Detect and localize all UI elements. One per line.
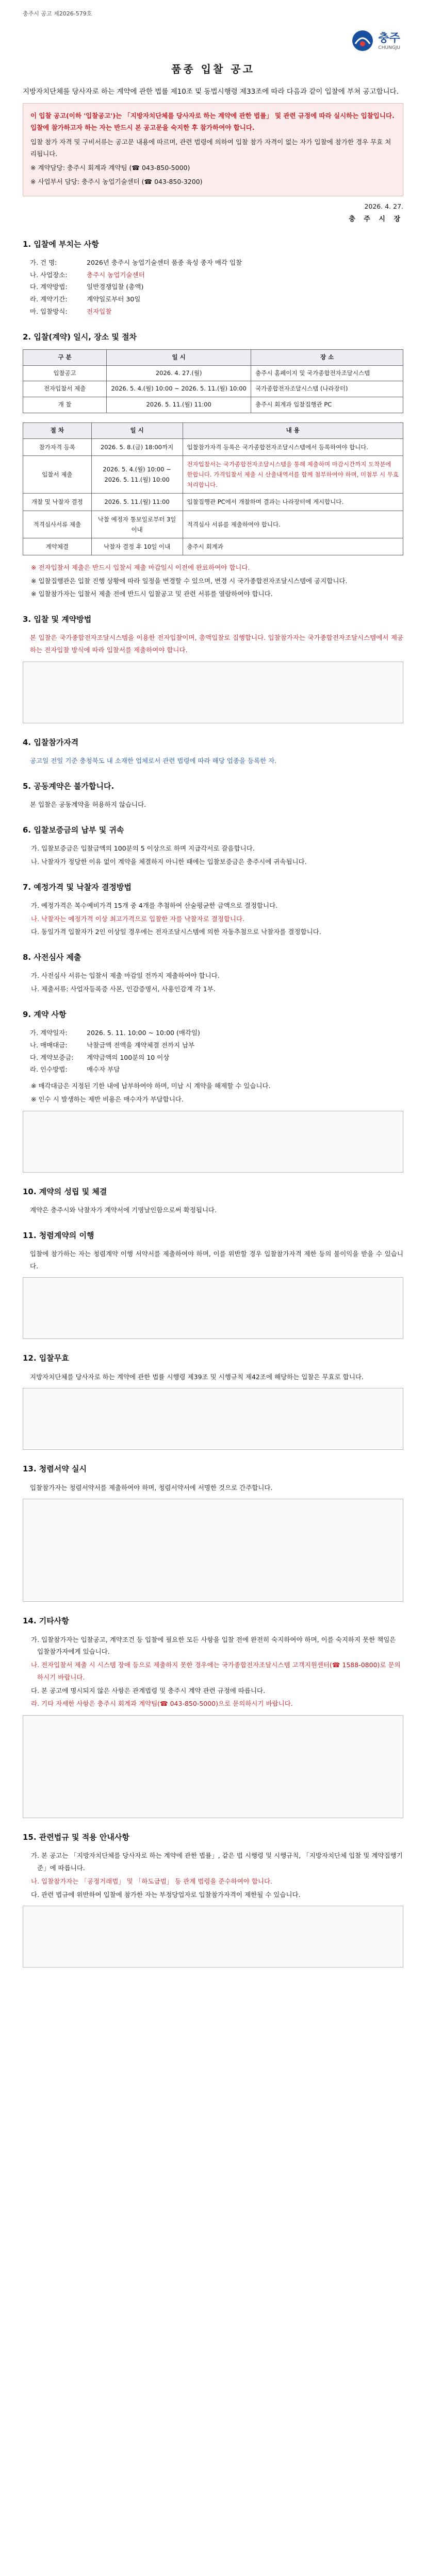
city-logo	[350, 28, 400, 53]
s1-item-value: 전자입찰	[87, 307, 112, 315]
document-reference: 충주시 공고 제2026-579호	[23, 10, 92, 17]
section-9-heading: 9. 계약 사항	[23, 1009, 67, 1019]
list-item: ※ 입찰참가자는 입찰서 제출 전에 반드시 입찰공고 및 관련 서류를 열람하여야 합니다.	[31, 590, 273, 598]
list-item: ※ 매각대금은 지정된 기한 내에 납부하여야 하며, 미납 시 계약을 해제할 수 있습니다.	[31, 1082, 271, 1090]
table-cell: 전자입찰서 제출	[23, 381, 107, 397]
section-12-heading: 12. 입찰무효	[23, 1353, 69, 1363]
process-header: 내 용	[183, 423, 403, 439]
list-item: 나. 입찰참가자는 「공정거래법」 및 「하도급법」 등 관계 법령을 준수하여야 합니다.	[31, 1877, 273, 1885]
table-cell: 2026. 4. 27.(월)	[107, 365, 251, 381]
section-13-heading: 13. 청렴서약 실시	[23, 1464, 87, 1474]
table-cell: 개 찰	[23, 397, 107, 413]
s9-item	[23, 1027, 403, 1039]
s1-item-value: 충주시 농업기술센터	[87, 270, 145, 279]
table-row	[23, 438, 403, 455]
section-11-body	[23, 1277, 403, 1339]
city-emblem-icon	[350, 28, 375, 53]
section-1-heading: 1. 입찰에 부치는 사항	[23, 239, 99, 249]
table-cell: 2026. 5. 4.(월) 10:00 ~ 2026. 5. 11.(월) 10:00	[91, 456, 183, 494]
s9-item-value: 2026. 5. 11. 10:00 ~ 10:00 (매각일)	[87, 1029, 200, 1037]
list-item: ※ 전자입찰서 제출은 반드시 입찰서 제출 마감일시 이전에 완료하여야 합니다.	[31, 563, 250, 571]
s9-item-value: 매수자 부담	[87, 1065, 120, 1074]
section-11-heading: 11. 청렴계약의 이행	[23, 1230, 94, 1240]
section-13-text: 입찰참가자는 청렴서약서를 제출하여야 하며, 청렴서약서에 서명한 것으로 간주합니다.	[30, 1483, 273, 1492]
section-4-text: 공고일 전일 기준 충청북도 내 소재한 업체로서 관련 법령에 따라 해당 업종을 등록한 자.	[30, 757, 277, 765]
s1-item-label: 가. 건 명:	[30, 258, 57, 266]
table-cell: 낙찰자 결정 후 10일 이내	[91, 538, 183, 555]
section-14-list	[23, 1634, 403, 1710]
section-4-heading: 4. 입찰참가자격	[23, 737, 79, 747]
notice-paragraph-4: ※ 사업부서 담당: 충주시 농업기술센터 (☎ 043-850-3200)	[30, 177, 203, 185]
table-cell: 충주시 홈페이지 및 국가종합전자조달시스템	[251, 365, 403, 381]
table-cell: 2026. 5. 11.(월) 11:00	[91, 494, 183, 511]
s9-item-label: 라. 인수방법:	[30, 1065, 68, 1074]
section-8-heading: 8. 사전심사 제출	[23, 953, 81, 962]
section-12-text: 지방자치단체를 당사자로 하는 계약에 관한 법률 시행령 제39조 및 시행규칙 제42조에 해당하는 입찰은 무효로 합니다.	[30, 1372, 364, 1381]
s1-item-label: 라. 계약기간:	[30, 295, 68, 303]
table-cell: 낙찰 예정자 통보일로부터 3일 이내	[91, 511, 183, 538]
section-5-text: 본 입찰은 공동계약을 허용하지 않습니다.	[30, 801, 146, 809]
section-12-body	[23, 1388, 403, 1450]
section-15-list	[23, 1850, 403, 1901]
table-cell: 충주시 회계과	[183, 538, 403, 555]
header-row	[23, 28, 403, 57]
list-item: ※ 인수 시 발생하는 제반 비용은 매수자가 부담합니다.	[31, 1095, 184, 1103]
section-7-list	[23, 900, 403, 938]
section-11-text: 입찰에 참가하는 자는 청렴계약 이행 서약서를 제출하여야 하며, 이를 위반할 경우 입찰참가자격 제한 등의 불이익을 받을 수 있습니다.	[30, 1249, 403, 1270]
s1-item	[23, 293, 403, 306]
section-7-heading: 7. 예정가격 및 낙찰자 결정방법	[23, 882, 132, 892]
section-3-text: 본 입찰은 국가종합전자조달시스템을 이용한 전자입찰이며, 총액입찰로 집행합니다. 입찰참가자는 국가종합전자조달시스템에서 제공하는 전자입찰 방식에 따라 입찰서를 제출하여야 합니다.	[30, 634, 403, 654]
table-cell: 2026. 5. 4.(월) 10:00 ~ 2026. 5. 11.(월) 10:00	[107, 381, 251, 397]
section-2-heading: 2. 입찰(계약) 일시, 장소 및 절차	[23, 332, 137, 342]
section-6-heading: 6. 입찰보증금의 납부 및 귀속	[23, 825, 124, 835]
logo-text: 충주	[378, 31, 400, 45]
schedule-header: 구 분	[23, 349, 107, 365]
schedule-header: 일 시	[107, 349, 251, 365]
list-item: 가. 본 공고는 「지방자치단체를 당사자로 하는 계약에 관한 법률」, 같은 법 시행령 및 시행규칙, 「지방자치단체 입찰 및 계약집행기준」에 따릅니다.	[31, 1852, 403, 1872]
notice-paragraph-2: 입찰 참가 자격 및 구비서류는 공고문 내용에 따르며, 관련 법령에 의하여 입찰 참가 자격이 없는 자가 입찰에 참가한 경우 무효 처리됩니다.	[30, 138, 391, 158]
table-cell: 개찰 및 낙찰자 결정	[23, 494, 92, 511]
process-header: 일 시	[91, 423, 183, 439]
process-notes	[23, 562, 403, 600]
list-item: 다. 관련 법규에 위반하여 입찰에 참가한 자는 부정당업자로 입찰참가자격이 제한될 수 있습니다.	[31, 1890, 301, 1899]
s1-item-label: 마. 입찰방식:	[30, 307, 68, 315]
s1-item	[23, 257, 403, 269]
table-cell: 전자입찰서는 국가종합전자조달시스템을 통해 제출하며 마감시간까지 도착분에 한합니다. 가격입찰서 제출 시 산출내역서를 함께 첨부하여야 하며, 미첨부 시 무효 처리합니다.	[183, 456, 403, 494]
table-cell: 입찰서 제출	[23, 456, 92, 494]
intro-text: 지방자치단체를 당사자로 하는 계약에 관한 법률 제10조 및 동법시행령 제33조에 따라 다음과 같이 입찰에 부쳐 공고합니다.	[23, 88, 399, 96]
section-6-list	[23, 842, 403, 868]
list-item: 다. 본 공고에 명시되지 않은 사항은 관계법령 및 충주시 계약 관련 규정에 따릅니다.	[31, 1686, 266, 1694]
s1-item	[23, 281, 403, 293]
table-cell: 2026. 5. 8.(금) 18:00까지	[91, 438, 183, 455]
section-15-body	[23, 1906, 403, 1968]
list-item: 라. 기타 자세한 사항은 충주시 회계과 계약팀(☎ 043-850-5000)으로 문의하시기 바랍니다.	[31, 1700, 293, 1708]
section-10-text: 계약은 충주시와 낙찰자가 계약서에 기명날인함으로써 확정됩니다.	[30, 1206, 217, 1214]
table-row	[23, 511, 403, 538]
list-item: 가. 입찰보증금은 입찰금액의 100분의 5 이상으로 하며 지급각서로 갈음합니다.	[31, 844, 255, 853]
signer: 충 주 시 장	[349, 215, 403, 224]
table-cell: 참가자격 등록	[23, 438, 92, 455]
s1-item-value: 2026년 충주시 농업기술센터 품종 육성 종자 매각 입찰	[87, 258, 242, 266]
s9-item	[23, 1052, 403, 1064]
section-5-heading: 5. 공동계약은 불가합니다.	[23, 781, 114, 791]
section-8-list	[23, 970, 403, 995]
section-9-body	[23, 1111, 403, 1173]
notice-date: 2026. 4. 27.	[364, 202, 403, 211]
section-3-body	[23, 662, 403, 723]
s9-item	[23, 1039, 403, 1052]
s9-item-value: 계약금액의 100분의 10 이상	[87, 1053, 170, 1061]
table-cell: 적격심사서류 제출	[23, 511, 92, 538]
section-9-notes	[23, 1080, 403, 1106]
s1-item	[23, 306, 403, 318]
s9-item-label: 나. 매매대금:	[30, 1041, 68, 1049]
list-item: 가. 예정가격은 복수예비가격 15개 중 4개를 추첨하여 산술평균한 금액으로 결정합니다.	[31, 901, 278, 909]
notice-box	[23, 103, 403, 196]
s1-item	[23, 269, 403, 281]
notice-paragraph-1: 이 입찰 공고(이하 '입찰공고')는 「지방자치단체를 당사자로 하는 계약에 관한 법률」 및 관련 규정에 따라 실시하는 입찰입니다. 입찰에 참가하고자 하는 자는 반드시 본 공고문을 숙지한 후 참가하여야 합니다.	[30, 112, 395, 132]
table-cell: 적격심사 서류를 제출하여야 합니다.	[183, 511, 403, 538]
table-row	[23, 381, 403, 397]
table-cell: 2026. 5. 11.(월) 11:00	[107, 397, 251, 413]
schedule-table	[23, 349, 403, 413]
process-table	[23, 422, 403, 555]
section-14-body	[23, 1715, 403, 1818]
schedule-header: 장 소	[251, 349, 403, 365]
list-item: 나. 낙찰자는 예정가격 이상 최고가격으로 입찰한 자를 낙찰자로 결정합니다.	[31, 914, 245, 923]
table-row	[23, 538, 403, 555]
list-item: 가. 사전심사 서류는 입찰서 제출 마감일 전까지 제출하여야 합니다.	[31, 972, 220, 980]
list-item: 다. 동일가격 입찰자가 2인 이상일 경우에는 전자조달시스템에 의한 자동추첨으로 낙찰자를 결정합니다.	[31, 928, 321, 936]
section-15-heading: 15. 관련법규 및 적용 안내사항	[23, 1833, 129, 1842]
s1-item-value: 일반경쟁입찰 (총액)	[87, 283, 144, 291]
process-header: 절 차	[23, 423, 92, 439]
table-row	[23, 365, 403, 381]
page-title: 품종 입찰 공고	[171, 63, 255, 76]
table-cell: 입찰집행관 PC에서 개찰하며 결과는 나라장터에 게시합니다.	[183, 494, 403, 511]
list-item: 가. 입찰참가자는 입찰공고, 계약조건 등 입찰에 필요한 모든 사항을 입찰 전에 완전히 숙지하여야 하며, 이를 숙지하지 못한 책임은 입찰참가자에게 있습니다.	[31, 1635, 396, 1656]
s9-item	[23, 1063, 403, 1076]
logo-subtext: CHUNGJU	[378, 45, 400, 51]
section-14-heading: 14. 기타사항	[23, 1616, 69, 1626]
list-item: 나. 전자입찰서 제출 시 시스템 장애 등으로 제출하지 못한 경우에는 국가종합전자조달시스템 고객지원센터(☎ 1588-0800)로 문의하시기 바랍니다.	[31, 1661, 401, 1681]
s1-item-label: 나. 사업장소:	[30, 270, 68, 279]
list-item: 나. 제출서류: 사업자등록증 사본, 인감증명서, 사용인감계 각 1부.	[31, 985, 216, 993]
table-row	[23, 494, 403, 511]
notice-paragraph-3: ※ 계약담당: 충주시 회계과 계약팀 (☎ 043-850-5000)	[30, 163, 190, 172]
table-cell: 입찰참가자격 등록은 국가종합전자조달시스템에서 등록하여야 합니다.	[183, 438, 403, 455]
list-item: 나. 낙찰자가 정당한 이유 없이 계약을 체결하지 아니한 때에는 입찰보증금은 충주시에 귀속됩니다.	[31, 857, 307, 866]
s9-item-label: 가. 계약일자:	[30, 1029, 68, 1037]
table-row	[23, 456, 403, 494]
table-cell: 계약체결	[23, 538, 92, 555]
s1-item-label: 다. 계약방법:	[30, 283, 68, 291]
list-item: ※ 입찰집행관은 입찰 진행 상황에 따라 일정을 변경할 수 있으며, 변경 시 국가종합전자조달시스템에 공지합니다.	[31, 577, 348, 585]
table-cell: 충주시 회계과 입찰집행관 PC	[251, 397, 403, 413]
table-cell: 국가종합전자조달시스템 (나라장터)	[251, 381, 403, 397]
section-10-heading: 10. 계약의 성립 및 체결	[23, 1187, 107, 1196]
section-13-body	[23, 1499, 403, 1602]
s9-item-label: 다. 계약보증금:	[30, 1053, 74, 1061]
table-cell: 입찰공고	[23, 365, 107, 381]
s9-item-value: 낙찰금액 전액을 계약체결 전까지 납부	[87, 1041, 195, 1049]
section-3-heading: 3. 입찰 및 계약방법	[23, 615, 92, 624]
table-row	[23, 397, 403, 413]
s1-item-value: 계약일로부터 30일	[87, 295, 141, 303]
